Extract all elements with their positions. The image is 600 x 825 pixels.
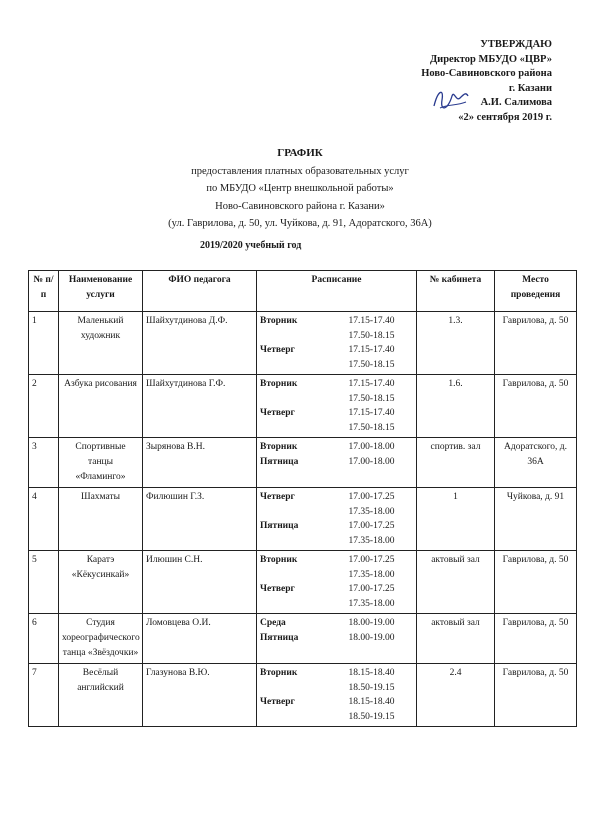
schedule-time: 18.00-19.00 — [348, 632, 395, 643]
schedule-time: 17.15-17.40 — [348, 379, 395, 389]
row-place: Гаврилова, д. 50 — [495, 614, 577, 664]
row-num: 6 — [29, 614, 59, 664]
row-service: Спортивные танцы «Фламинго» — [59, 438, 143, 488]
schedule-time: 17.50-18.15 — [348, 330, 395, 341]
row-schedule — [257, 438, 417, 488]
schedule-day — [260, 329, 330, 344]
header-service: Наименование услуги — [59, 271, 143, 312]
title-line: (ул. Гаврилова, д. 50, ул. Чуйкова, д. 91, Адоратского, 36А) — [168, 218, 432, 229]
header-num: № п/п — [29, 271, 59, 312]
row-schedule — [257, 551, 417, 614]
row-room: 1 — [417, 488, 495, 551]
row-room: 1.6. — [417, 375, 495, 438]
schedule-time: 17.15-17.40 — [348, 345, 395, 355]
schedule-time: 17.15-17.40 — [348, 408, 395, 418]
row-place: Гаврилова, д. 50 — [495, 312, 577, 375]
schedule-time: 17.00-17.25 — [348, 555, 395, 565]
schedule-table — [28, 270, 577, 727]
schedule-grid — [260, 377, 413, 435]
schedule-time: 17.50-18.15 — [348, 359, 395, 370]
schedule-time: 17.35-18.00 — [348, 506, 395, 517]
title-line: Ново-Савиновского района г. Казани» — [215, 200, 385, 212]
row-teacher: Илюшин С.Н. — [143, 551, 257, 614]
row-num: 5 — [29, 551, 59, 614]
row-schedule — [257, 664, 417, 727]
schedule-day: Вторник — [260, 442, 298, 452]
schedule-day: Четверг — [260, 408, 295, 418]
row-num: 3 — [29, 438, 59, 488]
table-row — [29, 438, 577, 488]
schedule-time: 17.00-17.25 — [348, 584, 395, 594]
approval-line: А.И. Салимова — [480, 97, 552, 109]
schedule-grid — [260, 314, 413, 372]
schedule-day — [260, 710, 330, 725]
header-schedule: Расписание — [257, 271, 417, 312]
schedule-grid — [260, 440, 413, 469]
row-service: Азбука рисования — [59, 375, 143, 438]
row-teacher: Зырянова В.Н. — [143, 438, 257, 488]
row-teacher: Глазунова В.Ю. — [143, 664, 257, 727]
approval-line: г. Казани — [508, 82, 552, 94]
table-row — [29, 312, 577, 375]
schedule-day: Четверг — [260, 584, 295, 594]
schedule-grid — [260, 666, 413, 724]
schedule-time: 17.50-18.15 — [348, 393, 395, 404]
schedule-grid — [260, 490, 413, 548]
table-row — [29, 664, 577, 727]
row-schedule — [257, 488, 417, 551]
header-room: № кабинета — [417, 271, 495, 312]
schedule-day — [260, 597, 330, 612]
schedule-day: Вторник — [260, 668, 298, 678]
schedule-time: 17.35-18.00 — [348, 569, 395, 580]
schedule-day: Вторник — [260, 316, 298, 326]
row-room: спортив. зал — [417, 438, 495, 488]
schedule-day — [260, 568, 330, 583]
row-num: 7 — [29, 664, 59, 727]
row-service: Весёлый английский — [59, 664, 143, 727]
signature-icon — [430, 84, 470, 114]
schedule-day — [260, 358, 330, 373]
row-teacher: Филюшин Г.З. — [143, 488, 257, 551]
schedule-day — [260, 505, 330, 520]
schedule-time: 17.00-17.25 — [348, 492, 395, 502]
row-service: Студия хореографического танца «Звёздочки» — [59, 614, 143, 664]
schedule-time: 17.35-18.00 — [348, 598, 395, 609]
row-num: 1 — [29, 312, 59, 375]
row-schedule — [257, 312, 417, 375]
schedule-time: 18.50-19.15 — [348, 682, 395, 693]
schedule-time: 17.00-18.00 — [348, 456, 395, 467]
row-teacher: Шайхутдинова Д.Ф. — [143, 312, 257, 375]
schedule-day — [260, 681, 330, 696]
header-place: Место проведения — [495, 271, 577, 312]
approval-line: Ново-Савиновского района — [421, 68, 552, 80]
school-year: 2019/2020 учебный год — [200, 240, 302, 251]
document-title — [0, 145, 600, 233]
row-teacher: Ломовцева О.И. — [143, 614, 257, 664]
schedule-time: 18.50-19.15 — [348, 711, 395, 722]
schedule-day: Четверг — [260, 345, 295, 355]
schedule-grid — [260, 553, 413, 611]
table-row — [29, 614, 577, 664]
schedule-day — [260, 392, 330, 407]
row-service: Каратэ «Кёкусинкай» — [59, 551, 143, 614]
schedule-day: Четверг — [260, 697, 295, 707]
row-place: Гаврилова, д. 50 — [495, 375, 577, 438]
schedule-day: Пятница — [260, 521, 299, 531]
schedule-day — [260, 534, 330, 549]
schedule-time: 17.00-17.25 — [348, 521, 395, 531]
row-place: Гаврилова, д. 50 — [495, 551, 577, 614]
title-line: предоставления платных образовательных услуг — [191, 165, 409, 177]
row-place: Гаврилова, д. 50 — [495, 664, 577, 727]
table-row — [29, 551, 577, 614]
row-teacher: Шайхутдинова Г.Ф. — [143, 375, 257, 438]
row-service: Шахматы — [59, 488, 143, 551]
schedule-day: Пятница — [260, 456, 299, 467]
schedule-time: 17.35-18.00 — [348, 535, 395, 546]
row-place: Адоратского, д. 36А — [495, 438, 577, 488]
schedule-day: Пятница — [260, 632, 299, 643]
row-schedule — [257, 614, 417, 664]
row-place: Чуйкова, д. 91 — [495, 488, 577, 551]
title-line: по МБУДО «Центр внешкольной работы» — [206, 183, 394, 194]
approval-line: Директор МБУДО «ЦВР» — [429, 53, 552, 65]
schedule-day: Среда — [260, 618, 286, 628]
schedule-day: Вторник — [260, 379, 298, 389]
schedule-grid — [260, 616, 413, 645]
schedule-time: 17.15-17.40 — [348, 316, 395, 326]
schedule-day: Вторник — [260, 555, 298, 565]
row-num: 4 — [29, 488, 59, 551]
schedule-day — [260, 421, 330, 436]
row-num: 2 — [29, 375, 59, 438]
schedule-time: 17.50-18.15 — [348, 422, 395, 433]
table-row — [29, 375, 577, 438]
approval-date: «2» сентября 2019 г. — [458, 111, 552, 123]
schedule-time: 17.00-18.00 — [348, 442, 395, 452]
table-row — [29, 488, 577, 551]
row-room: 2.4 — [417, 664, 495, 727]
schedule-time: 18.15-18.40 — [348, 668, 395, 678]
title-heading: ГРАФИК — [277, 147, 323, 159]
row-room: актовый зал — [417, 551, 495, 614]
schedule-time: 18.15-18.40 — [348, 697, 395, 707]
approval-line: УТВЕРЖДАЮ — [480, 39, 552, 50]
table-header-row — [29, 271, 577, 312]
row-room: 1.3. — [417, 312, 495, 375]
row-room: актовый зал — [417, 614, 495, 664]
header-teacher: ФИО педагога — [143, 271, 257, 312]
schedule-day: Четверг — [260, 492, 295, 502]
row-schedule — [257, 375, 417, 438]
schedule-time: 18.00-19.00 — [348, 618, 395, 628]
row-service: Маленький художник — [59, 312, 143, 375]
